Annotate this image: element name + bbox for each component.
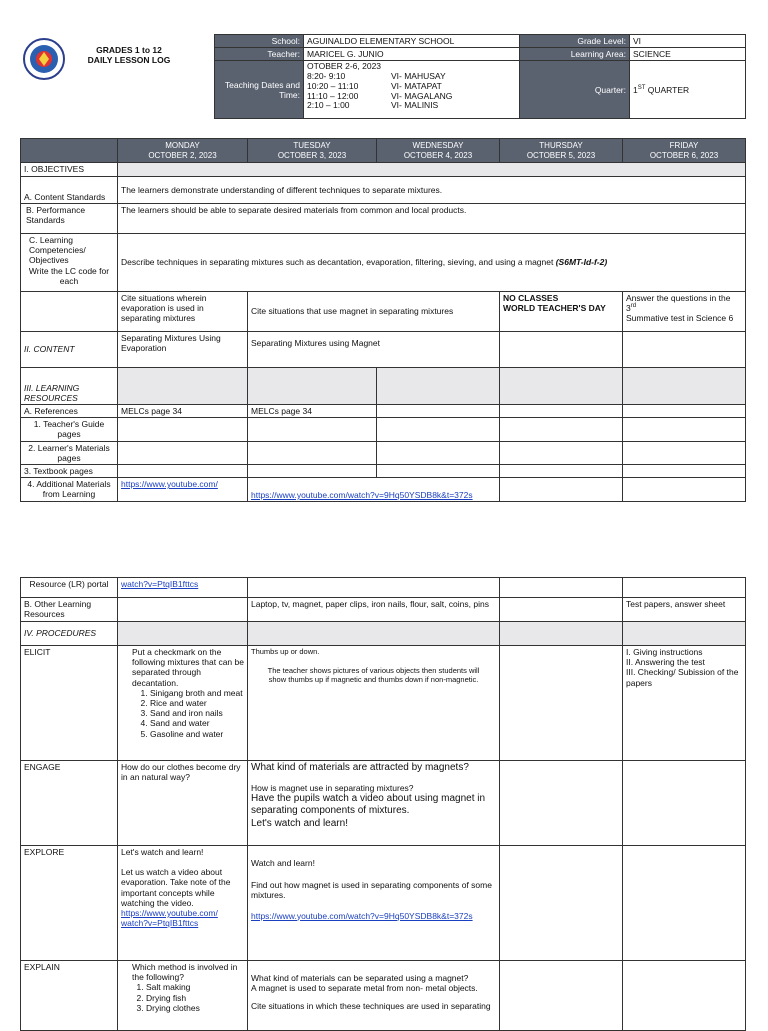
dates-label: Teaching Dates and Time: [215, 61, 304, 119]
friday-text-b: Summative test in Science 6 [626, 313, 734, 324]
engage-tue-text: Have the pupils watch a video about using magnet in separating components of mixtures. [251, 792, 486, 817]
resources-heading: III. LEARNING RESOURCES [21, 368, 118, 405]
explain-monday [118, 961, 248, 1031]
references-monday: MELCs page 34 [118, 405, 248, 418]
engage-tue-q1: What kind of materials are attracted by magnets? [251, 762, 469, 773]
no-classes: NO CLASSES [503, 293, 559, 303]
procedures-fill-fri [623, 622, 746, 646]
performance-standards-text: The learners should be able to separate desired materials from common and local products. [118, 204, 746, 234]
elicit-tue-title: Thumbs up or down. [251, 647, 320, 656]
youtube-link[interactable]: https://www.youtube.com/watch?v=9Hq50YSDB8k&t=372s [251, 489, 473, 500]
performance-standards-label: B. Performance Standards [21, 204, 118, 234]
explore-tue-title: Watch and learn! [251, 858, 315, 868]
lr-monday [118, 578, 248, 598]
tb-monday [118, 464, 248, 477]
content-tuesday: Separating Mixtures using Magnet [248, 332, 500, 368]
content-friday [623, 332, 746, 368]
elicit-thursday [500, 646, 623, 761]
procedures-fill-tue [248, 622, 500, 646]
elicit-tuesday [248, 646, 500, 761]
competencies-sub: Write the LC code for each [28, 265, 110, 286]
resources-tuesday [248, 368, 377, 405]
tg-thursday [500, 418, 623, 441]
teacher-value: MARICEL G. JUNIO [304, 48, 520, 61]
content-heading: II. CONTENT [21, 332, 118, 368]
daily-objectives-label [21, 292, 118, 332]
friday-step-3: III. Checking/ Subission of the papers [626, 667, 739, 688]
area-value: SCIENCE [630, 48, 746, 61]
school-value: AGUINALDO ELEMENTARY SCHOOL [304, 35, 520, 48]
explain-thursday [500, 961, 623, 1031]
content-monday: Separating Mixtures Using Evaporation [118, 332, 248, 368]
lesson-log-table-continued [20, 577, 746, 1031]
day-date: OCTOBER 6, 2023 [649, 150, 719, 160]
competencies-text [118, 234, 746, 292]
day-thursday [500, 139, 623, 163]
explain-label: EXPLAIN [21, 961, 118, 1031]
explore-monday [118, 846, 248, 961]
elicit-monday [118, 646, 248, 761]
elicit-friday [623, 646, 746, 761]
school-label: School: [215, 35, 304, 48]
additional-materials-label: 4. Additional Materials from Learning [21, 478, 118, 502]
explore-tuesday [248, 846, 500, 961]
header-title [70, 45, 188, 65]
explore-mon-title: Let's watch and learn! [121, 847, 204, 857]
day-date: OCTOBER 3, 2023 [277, 150, 347, 160]
additional-thursday [500, 478, 623, 502]
resources-monday [118, 368, 248, 405]
friday-step-2: II. Answering the test [626, 657, 705, 668]
title-line2: DAILY LESSON LOG [87, 55, 171, 66]
textbook-label: 3. Textbook pages [21, 464, 118, 477]
section-2: VI- MATAPAT [391, 80, 442, 91]
objective-thursday [500, 292, 623, 332]
quarter-value [630, 61, 746, 119]
day-name: MONDAY [165, 141, 200, 151]
tb-tuesday [248, 464, 377, 477]
list-item: 2. Rice and water [150, 698, 244, 708]
lr-thursday [500, 578, 623, 598]
quarter-label: Quarter: [520, 61, 630, 119]
objective-monday: Cite situations wherein evaporation is used in separating mixtures [118, 292, 248, 332]
tb-thursday [500, 464, 623, 477]
time-1: 8:20- 9:10 [307, 71, 346, 82]
references-wednesday [377, 405, 500, 418]
lesson-log-table [20, 138, 746, 502]
resources-friday [623, 368, 746, 405]
day-date: OCTOBER 2, 2023 [148, 150, 217, 160]
tb-friday [623, 464, 746, 477]
tb-wednesday [377, 464, 500, 477]
lm-friday [623, 441, 746, 464]
references-tuesday: MELCs page 34 [248, 405, 377, 418]
explain-mon-text: Which method is involved in the following? [132, 962, 238, 983]
day-date: OCTOBER 4, 2023 [403, 150, 473, 160]
lm-tuesday [248, 441, 377, 464]
section-4: VI- MALINIS [391, 100, 439, 111]
engage-tue-q2: How is magnet use in separating mixtures? [251, 782, 414, 793]
explain-mon-list [132, 982, 244, 1013]
day-friday [623, 139, 746, 163]
content-thursday [500, 332, 623, 368]
tg-tuesday [248, 418, 377, 441]
explore-label: EXPLORE [21, 846, 118, 961]
day-name: WEDNESDAY [412, 141, 464, 151]
lr-tuesday [248, 578, 500, 598]
other-resources-label: B. Other Learning Resources [21, 598, 118, 622]
section-1: VI- MAHUSAY [391, 71, 446, 82]
time-3: 11:10 – 12:00 [307, 90, 359, 101]
list-item: 5. Gasoline and water [150, 729, 244, 739]
explore-friday [623, 846, 746, 961]
explain-friday [623, 961, 746, 1031]
grade-label: Grade Level: [520, 35, 630, 48]
competencies-title: C. Learning Competencies/ Objectives [29, 235, 86, 266]
corner-cell [21, 139, 118, 163]
explain-tuesday [248, 961, 500, 1031]
teacher-label: Teacher: [215, 48, 304, 61]
engage-friday [623, 761, 746, 846]
tg-wednesday [377, 418, 500, 441]
list-item: 1. Sinigang broth and meat [150, 688, 244, 698]
list-item: 3. Drying clothes [146, 1003, 244, 1013]
quarter-num: 1 [633, 84, 638, 95]
day-tuesday [248, 139, 377, 163]
dates-title: OTOBER 2-6, 2023 [307, 61, 382, 72]
engage-monday: How do our clothes become dry in an natural way? [118, 761, 248, 846]
youtube-link[interactable]: https://www.youtube.com/watch?v=9Hq50YSDB8k&t=372s [251, 910, 473, 921]
youtube-link[interactable]: https://www.youtube.com/ watch?v=PtqIB1fttcs [121, 907, 218, 929]
other-friday: Test papers, answer sheet [623, 598, 746, 622]
explain-tue-q: What kind of materials can be separated using a magnet? [251, 973, 469, 983]
competencies-label [21, 234, 118, 292]
other-tuesday: Laptop, tv, magnet, paper clips, iron nails, flour, salt, coins, pins [248, 598, 500, 622]
explain-tue-cite: Cite situations in which these techniques are used in separating [251, 1001, 491, 1012]
list-item: 4. Sand and water [150, 718, 244, 728]
day-wednesday [377, 139, 500, 163]
procedures-fill-thu [500, 622, 623, 646]
friday-sup: rd [630, 303, 637, 310]
content-standards-text: The learners demonstrate understanding of different techniques to separate mixtures. [118, 177, 746, 204]
grade-value: VI [630, 35, 746, 48]
additional-tuesday [248, 478, 500, 502]
procedures-fill-mon [118, 622, 248, 646]
resources-thursday [500, 368, 623, 405]
title-line1: GRADES 1 to 12 [96, 45, 162, 55]
elicit-mon-list [132, 688, 244, 739]
friday-step-1: I. Giving instructions [626, 647, 703, 657]
other-monday [118, 598, 248, 622]
youtube-link[interactable]: https://www.youtube.com/ [121, 479, 218, 490]
time-4: 2:10 – 1:00 [307, 100, 350, 111]
list-item: 1. Salt making [146, 982, 244, 992]
list-item: 2. Drying fish [146, 993, 244, 1003]
area-label: Learning Area: [520, 48, 630, 61]
list-item: 3. Sand and iron nails [150, 708, 244, 718]
lm-monday [118, 441, 248, 464]
lr-friday [623, 578, 746, 598]
elicit-label: ELICIT [21, 646, 118, 761]
section-3: VI- MAGALANG [391, 90, 453, 101]
dates-value [304, 61, 520, 119]
tg-monday [118, 418, 248, 441]
competencies-body: Describe techniques in separating mixtures such as decantation, evaporation, filtering, sieving, and using a magnet [121, 257, 554, 268]
lm-thursday [500, 441, 623, 464]
day-date: OCTOBER 5, 2023 [526, 150, 596, 160]
lc-code: (S6MT-Id-f-2) [555, 257, 608, 268]
references-thursday [500, 405, 623, 418]
engage-tuesday [248, 761, 500, 846]
lr-portal-label: Resource (LR) portal [21, 578, 118, 598]
time-2: 10:20 – 11:10 [307, 80, 359, 91]
day-monday [118, 139, 248, 163]
references-label: A. References [21, 405, 118, 418]
learners-materials-label: 2. Learner's Materials pages [21, 441, 118, 464]
teachers-guide-label: 1. Teacher's Guide pages [21, 418, 118, 441]
deped-seal-logo [21, 38, 67, 80]
elicit-tue-text: The teacher shows pictures of various objects then students will show thumbs up if magnetic and thumbs down if non-magnetic. [267, 666, 480, 684]
objective-friday [623, 292, 746, 332]
procedures-heading: IV. PROCEDURES [21, 622, 118, 646]
quarter-sup: ST [637, 84, 646, 91]
resources-wednesday [377, 368, 500, 405]
lm-wednesday [377, 441, 500, 464]
objectives-heading: I. OBJECTIVES [21, 163, 118, 177]
content-standards-label: A. Content Standards [21, 177, 118, 204]
other-thursday [500, 598, 623, 622]
engage-thursday [500, 761, 623, 846]
day-name: THURSDAY [539, 141, 583, 151]
day-name: FRIDAY [669, 141, 699, 151]
quarter-word: QUARTER [645, 84, 690, 95]
engage-label: ENGAGE [21, 761, 118, 846]
additional-monday [118, 478, 248, 502]
explore-tue-text: Find out how magnet is used in separating components of some mixtures. [251, 880, 492, 901]
objectives-heading-fill [118, 163, 746, 177]
day-name: TUESDAY [293, 141, 331, 151]
additional-friday [623, 478, 746, 502]
references-friday [623, 405, 746, 418]
engage-tue-cta: Let's watch and learn! [251, 817, 348, 829]
header-info-table [214, 34, 746, 119]
explain-tue-a: A magnet is used to separate metal from non- metal objects. [251, 983, 478, 994]
youtube-link[interactable]: watch?v=PtqIB1fttcs [121, 579, 199, 589]
tg-friday [623, 418, 746, 441]
elicit-mon-text: Put a checkmark on the following mixtures that can be separated through decantation. [132, 647, 244, 688]
friday-text-a: Answer the questions in the 3 [626, 293, 731, 314]
objective-tuesday: Cite situations that use magnet in separating mixtures [248, 292, 500, 332]
explore-mon-text: Let us watch a video about evaporation. Take note of the important concepts while watching the video. [121, 867, 231, 908]
teachers-day: WORLD TEACHER'S DAY [503, 303, 606, 314]
explore-thursday [500, 846, 623, 961]
